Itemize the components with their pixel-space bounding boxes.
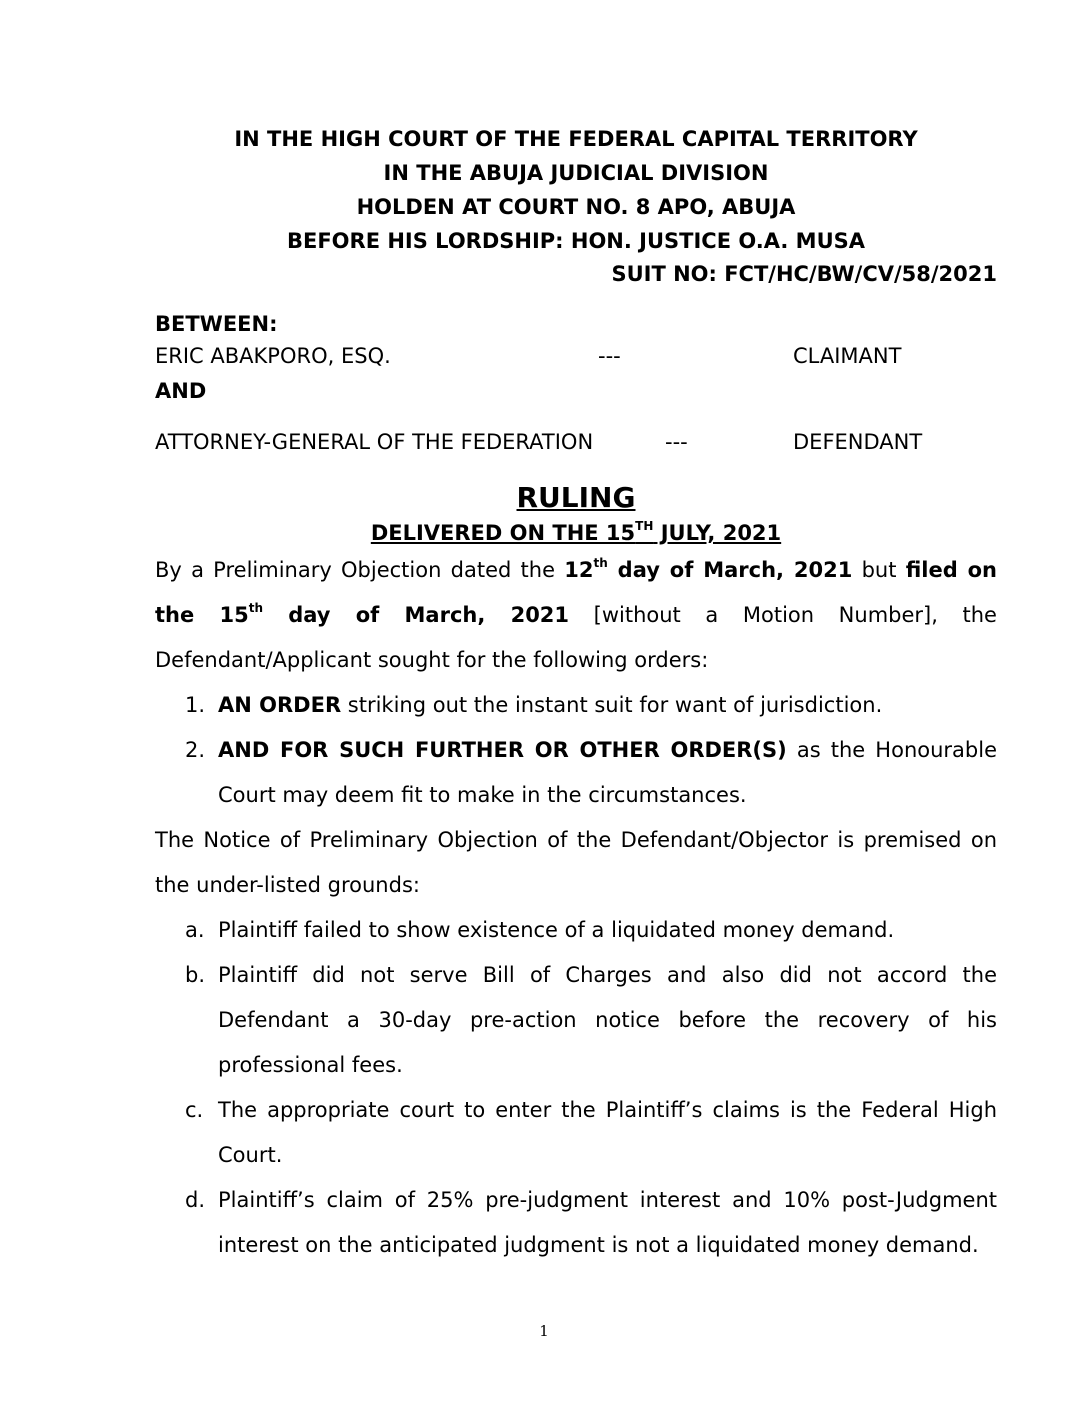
court-header-line-3: HOLDEN AT COURT NO. 8 APO, ABUJA: [356, 195, 796, 219]
court-header-line-2: IN THE ABUJA JUDICIAL DIVISION: [383, 161, 769, 185]
intro-bold-2-sup: th: [248, 601, 263, 615]
order-marker: 2.: [185, 738, 206, 762]
ground-text: Plaintiff failed to show existence of a liquidated money demand.: [218, 918, 895, 942]
ground-marker: d.: [185, 1188, 206, 1212]
ground-text: Plaintiff did not serve Bill of Charges and also did not accord the Defendant a 30-day pre-action notice before the recovery of his professional fees.: [218, 963, 997, 1077]
ground-item: [185, 953, 997, 1088]
page-number: 1: [539, 1322, 549, 1340]
intro-text-1: By a Preliminary Objection dated the: [155, 558, 565, 582]
suit-number: SUIT NO: FCT/HC/BW/CV/58/2021: [611, 262, 997, 286]
court-header-line-1: IN THE HIGH COURT OF THE FEDERAL CAPITAL TERRITORY: [234, 127, 918, 151]
delivery-date-sup: TH: [635, 519, 654, 533]
intro-bold-1-main: 12: [564, 558, 594, 582]
order-bold: AND FOR SUCH FURTHER OR OTHER ORDER(S): [218, 738, 787, 762]
ground-text: The appropriate court to enter the Plaintiff’s claims is the Federal High Court.: [218, 1098, 997, 1167]
intro-bold-1-sup: th: [593, 556, 608, 570]
order-item: [185, 683, 997, 728]
claimant-separator: ---: [598, 344, 621, 368]
ruling-title: RULING: [516, 481, 636, 514]
defendant-role: DEFENDANT: [793, 430, 923, 454]
and-label: AND: [155, 379, 207, 403]
order-content: [218, 728, 997, 818]
grounds-intro-paragraph: The Notice of Preliminary Objection of the Defendant/Objector is premised on the under-listed grounds:: [155, 828, 997, 897]
claimant-name: ERIC ABAKPORO, ESQ.: [155, 344, 391, 368]
order-bold: AN ORDER: [218, 693, 342, 717]
ground-item: [185, 1178, 997, 1268]
intro-bold-1-rest: day of March, 2021: [607, 558, 853, 582]
defendant-name: ATTORNEY-GENERAL OF THE FEDERATION: [155, 430, 594, 454]
between-label: BETWEEN:: [155, 312, 278, 336]
order-text: striking out the instant suit for want of jurisdiction.: [341, 693, 883, 717]
intro-bold-2-main: filed on the 15: [155, 558, 997, 627]
intro-bold-2-rest: day of March, 2021: [262, 603, 570, 627]
delivery-date-prefix: DELIVERED ON THE 15: [370, 521, 636, 545]
delivery-date: [155, 521, 997, 545]
intro-paragraph: [155, 548, 997, 683]
intro-text-3: [without a Motion Number], the Defendant/Applicant sought for the following orders:: [155, 603, 997, 672]
ground-marker: c.: [185, 1098, 204, 1122]
ground-item: [185, 1088, 997, 1178]
ground-text: Plaintiff’s claim of 25% pre-judgment interest and 10% post-Judgment interest on the anticipated judgment is not a liquidated money demand.: [218, 1188, 997, 1257]
court-header-line-4: BEFORE HIS LORDSHIP: HON. JUSTICE O.A. MUSA: [286, 229, 865, 253]
ground-marker: b.: [185, 963, 206, 987]
court-header: [155, 122, 997, 258]
intro-text-2: but: [852, 558, 906, 582]
order-text: as the Honourable Court may deem fit to make in the circumstances.: [218, 738, 997, 807]
delivery-date-suffix: JULY, 2021: [653, 521, 782, 545]
order-item: [185, 728, 997, 818]
ground-item: [185, 908, 997, 953]
claimant-role: CLAIMANT: [793, 344, 902, 368]
ground-marker: a.: [185, 918, 205, 942]
order-content: [218, 683, 997, 728]
intro-bold-1: [564, 558, 852, 582]
defendant-separator: ---: [665, 430, 688, 454]
order-marker: 1.: [185, 693, 206, 717]
